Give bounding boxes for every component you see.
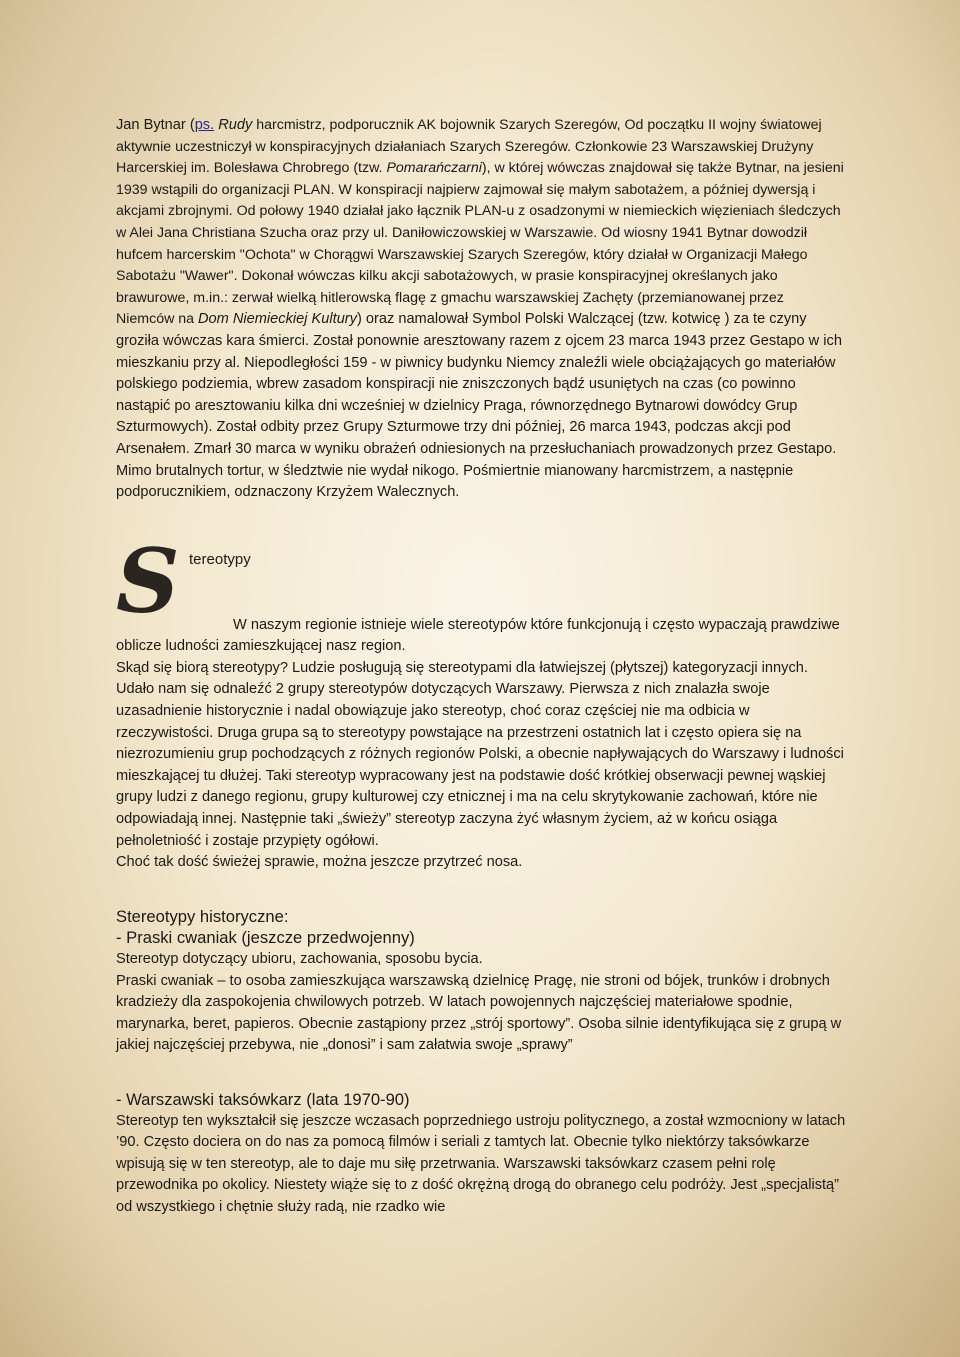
bio-paragraph bbox=[116, 115, 846, 504]
bio-text-1: harcmistrz, podporucznik AK bojownik Szarych Szeregów, Od początku II wojny światowej aktywnie uczestniczył w konspiracyjnych działaniach Szarych Szeregów. Członkowie 23 Warszawskiej Drużyny Harcerskiej im. Bolesława Chrobrego (tzw. bbox=[116, 117, 822, 177]
stereotypy-heading bbox=[116, 528, 846, 633]
pseudonym: Rudy bbox=[218, 117, 253, 133]
historical-title: Stereotypy historyczne: bbox=[116, 906, 289, 926]
dropcap-letter: S bbox=[116, 528, 180, 633]
intro-body: Skąd się biorą stereotypy? Ludzie posługują się stereotypami dla łatwiejszej (płytszej) kategoryzacji innych. Udało nam się odnaleźć 2 grupy stereotypów dotyczących Warszawy. Pierwsza z nich znalazła swoje uzasadnienie historycznie i nadal obowiązuje jako stereotyp, choć coraz częściej nie ma odbicia w rzeczywistości. Druga grupa są to stereotypy powstające na przestrzeni ostatnich lat i często opiera się na niezrozumieniu grup pochodzących z różnych regionów Polski, a obecnie napływających do Warszawy i ludności mieszkającej tu dłużej. Taki stereotyp wypracowany jest na podstawie dość krótkiej obserwacji pewnej wąskiej grupy ludzi z danego regionu, grupy kulturowej czy etnicznej i ma na celu skrytykowanie zachowań, które nie odpowiadają innej. Następnie taki „świeży” stereotyp zaczyna żyć własnym życiem, aż w końcu osiąga pełnoletniość i zostaje przypięty ogółowi. bbox=[116, 659, 844, 849]
cwaniak-title: - Praski cwaniak (jeszcze przedwojenny) bbox=[116, 928, 415, 948]
bio-name: Jan Bytnar ( bbox=[116, 117, 195, 133]
heading-rest: tereotypy bbox=[189, 550, 251, 568]
bio-text-2: ), w której wówczas znajdował się także Bytnar, na jesieni 1939 wstąpili do organizacji PLAN. W konspiracji najpierw zajmował się małym sabotażem, a później dywersją i akcjami zbrojnymi. Od połowy 1940 działał jako łącznik PLAN-u z osadzonymi w niemieckich więzieniach śledczych w Alei Jana Christiana Szucha oraz przy ul. Daniłowiczowskiej w Warszawie. Od wiosny 1941 Bytnar dowodził hufcem harcerskim "Ochota" w Chorągwi Warszawskiej Szarych Szeregów, który działał w Organizacji Małego Sabotażu "Wawer". Dokonał wówczas kilku akcji sabotażowych, w prasie konspiracyjnej określanych jako brawurowe, m.in.: zerwał wielką hitlerowską flagę z gmachu warszawskiej Zachęty (przemianowanej przez Niemców na bbox=[116, 160, 844, 328]
taxi-body: Stereotyp ten wykształcił się jeszcze wczasach poprzedniego ustroju politycznego, a został wzmocniony w latach ’90. Często dociera on do nas za pomocą filmów i seriali z tamtych lat. Obecnie tylko niektórzy taksówkarze wpisują się w ten stereotyp, ale to daje mu siłę przetrwania. Warszawski taksówkarz czasem pełni rolę przewodnika po okolicy. Niestety wiąże się to z dość okrężną drogą do obranego celu podróży. Jest „specjalistą” od wszystkiego i chętnie służy radą, nie rzadko wie bbox=[116, 1112, 846, 1215]
taxi-title: - Warszawski taksówkarz (lata 1970-90) bbox=[116, 1089, 410, 1109]
dom-niemieckiej-kultury: Dom Niemieckiej Kultury bbox=[198, 311, 357, 328]
pomaranczarni: Pomarańczarni bbox=[386, 160, 482, 177]
cwaniak-subtitle: Stereotyp dotyczący ubioru, zachowania, sposobu bycia. bbox=[116, 951, 483, 967]
intro-last: Choć tak dość świeżej sprawie, można jeszcze przytrzeć nosa. bbox=[116, 854, 523, 871]
document-body bbox=[116, 115, 846, 1219]
ps-link[interactable]: ps. bbox=[194, 117, 215, 133]
intro-first-paragraph: W naszym regionie istnieje wiele stereotypów które funkcjonują i często wypaczają prawdziwe oblicze ludności zamieszkującej nasz region. bbox=[116, 616, 840, 655]
cwaniak-body: Praski cwaniak – to osoba zamieszkująca warszawską dzielnicę Pragę, nie stroni od bójek, trunków i drobnych kradzieży dla zaspokojenia chwilowych potrzeb. W latach powojennych najczęściej materiałowe spodnie, marynarka, beret, papieros. Obecnie zastąpiony przez „strój sportowy”. Osoba silnie identyfikująca się z grupą w jakiej najczęściej przebywa, nie „donosi” i sam załatwia swoje „sprawy” bbox=[116, 972, 842, 1054]
bio-text-3: ) oraz namalował Symbol Polski Walczącej (tzw. kotwicę ) za te czyny groziła wówczas kara śmierci. Został ponownie aresztowany razem z ojcem 23 marca 1943 przez Gestapo w ich mieszkaniu przy al. Niepodległości 159 - w piwnicy budynku Niemcy znaleźli wiele obciążających go materiałów polskiego podziemia, wbrew zasadom konspiracji nie zniszczonych bądź usuniętych na czas (co powinno nastąpić po aresztowaniu kilka dni wcześniej w dzielnicy Praga, równorzędnego Bytnarowi dowódcy Grup Szturmowych). Został odbity przez Grupy Szturmowe trzy dni później, 26 marca 1943, podczas akcji pod Arsenałem. Zmarł 30 marca w wyniku obrażeń odniesionych na przesłuchaniach prowadzonych przez Gestapo. Mimo brutalnych tortur, w śledztwie nie wydał nikogo. Pośmiertnie mianowany harcmistrzem, a następnie podporucznikiem, odznaczony Krzyżem Walecznych. bbox=[116, 311, 842, 501]
